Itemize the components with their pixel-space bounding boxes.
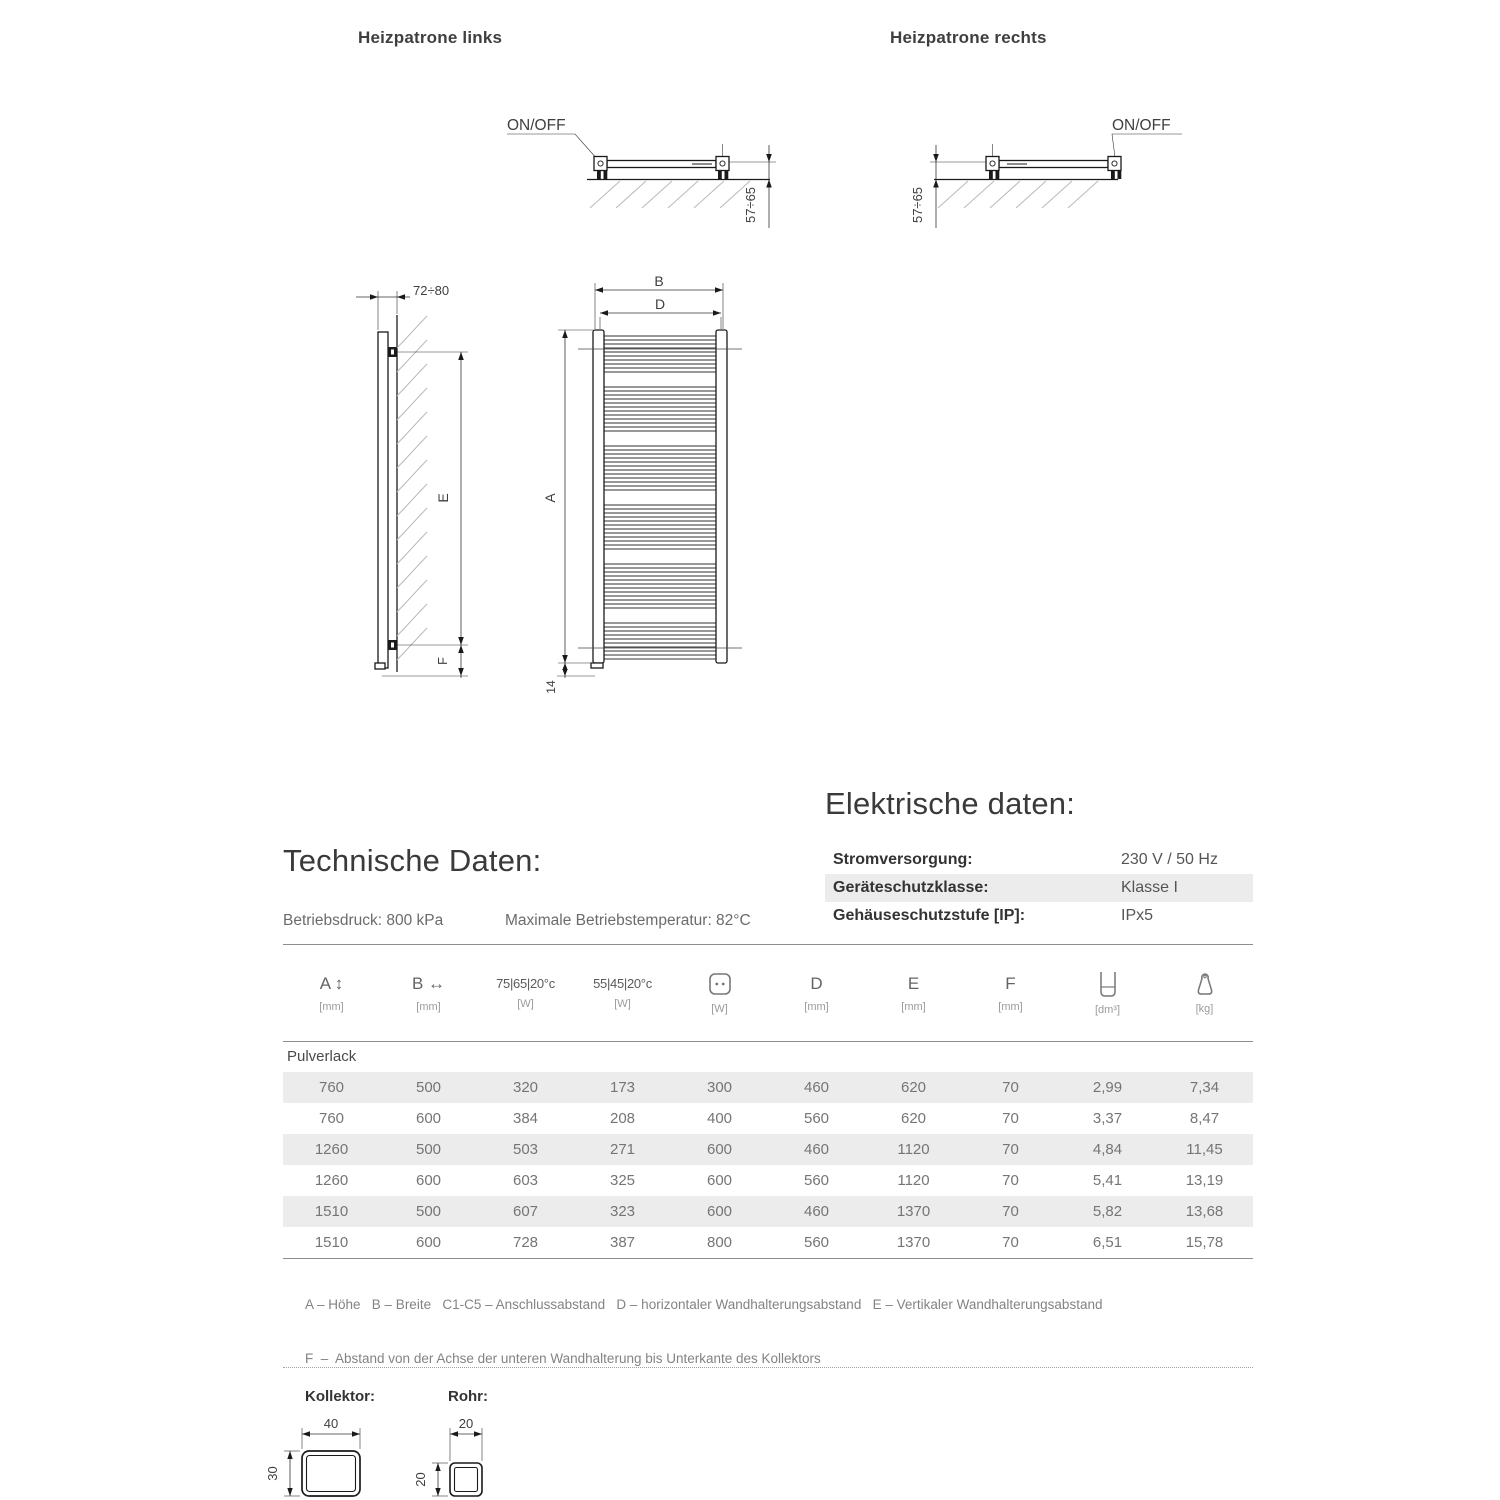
cell-w55: 271 — [609, 1141, 636, 1158]
wall-distance-dim-rechts: 57÷65 — [910, 186, 925, 224]
technical-section-title: Technische Daten: — [283, 843, 542, 878]
cell-f: 70 — [1002, 1234, 1019, 1251]
cell-weight: 11,45 — [1186, 1141, 1223, 1158]
col-header-weight: [kg] — [1156, 972, 1253, 1015]
spec-table-body — [283, 1072, 1253, 1259]
cell-welec: 600 — [706, 1203, 733, 1220]
col-header-f: F [mm] — [998, 973, 1023, 1013]
rohr-label: Rohr: — [448, 1388, 488, 1405]
wall-distance-dim-links: 57÷65 — [743, 186, 758, 224]
wall-hatching — [397, 316, 427, 660]
depth-dim-label: 72÷80 — [413, 283, 450, 298]
cell-w55: 208 — [609, 1110, 636, 1127]
dim-e-label: E — [435, 493, 451, 503]
max-temperature: Maximale Betriebstemperatur: 82°C — [505, 912, 751, 929]
cell-a: 1510 — [314, 1203, 349, 1220]
col-header-d: D [mm] — [804, 973, 829, 1013]
table-section-pulverlack: Pulverlack — [287, 1048, 357, 1065]
table-row — [283, 1072, 1253, 1103]
side-view-diagram — [270, 270, 530, 710]
onoff-label-rechts: ON/OFF — [1112, 117, 1171, 134]
col-header-width: B ↔ [mm] — [411, 973, 446, 1013]
cell-f: 70 — [1002, 1079, 1019, 1096]
table-row — [283, 1165, 1253, 1196]
electrical-data-table — [825, 846, 1253, 930]
electrical-value: 230 V / 50 Hz — [1121, 851, 1218, 868]
cell-e: 1120 — [897, 1141, 930, 1158]
weight-icon — [1194, 972, 1216, 996]
cell-e: 620 — [900, 1110, 927, 1127]
cell-w75: 728 — [512, 1234, 539, 1251]
collector-right — [716, 330, 727, 663]
cell-b: 600 — [415, 1234, 442, 1251]
table-row — [283, 1103, 1253, 1134]
cell-b: 600 — [415, 1172, 442, 1189]
rohr-width-dim: 20 — [458, 1416, 474, 1431]
table-row — [283, 1227, 1253, 1258]
cell-w75: 503 — [512, 1141, 539, 1158]
kollektor-height-dim: 30 — [265, 1466, 280, 1481]
cell-w55: 323 — [609, 1203, 636, 1220]
cell-w55: 173 — [609, 1079, 636, 1096]
cell-f: 70 — [1002, 1203, 1019, 1220]
rohr-profile-inner — [455, 1468, 478, 1492]
cell-volume: 5,41 — [1092, 1172, 1123, 1189]
table-row — [283, 1134, 1253, 1165]
dimension-legend — [305, 1267, 1255, 1405]
table-row — [283, 1196, 1253, 1227]
dim-a-label: A — [542, 493, 558, 503]
cell-f: 70 — [1002, 1110, 1019, 1127]
top-view-links-diagram — [440, 100, 800, 250]
electrical-label: Gehäuseschutzstufe [IP]: — [833, 907, 1026, 924]
spec-table-header — [283, 945, 1253, 1042]
heading-heizpatrone-links: Heizpatrone links — [358, 28, 503, 47]
cell-d: 560 — [803, 1234, 830, 1251]
radiator-rungs — [604, 336, 716, 659]
electrical-value: IPx5 — [1121, 907, 1154, 924]
onoff-leader-line — [1112, 134, 1182, 157]
dotted-separator — [283, 1367, 1253, 1368]
dim-b-label: B — [654, 273, 664, 289]
cell-f: 70 — [1002, 1141, 1019, 1158]
heading-heizpatrone-rechts: Heizpatrone rechts — [890, 28, 1047, 47]
onoff-label-links: ON/OFF — [507, 117, 566, 134]
col-header-electric-power: [W] — [671, 972, 768, 1015]
cell-a: 760 — [318, 1110, 345, 1127]
dim-f-label: F — [435, 657, 450, 665]
cell-welec: 600 — [706, 1141, 733, 1158]
col-header-power-75-65-20: 75|65|20°c [W] — [496, 976, 555, 1010]
top-view-rechts-diagram — [900, 100, 1260, 250]
wall-hatching — [938, 181, 1098, 208]
cell-volume: 5,82 — [1092, 1203, 1123, 1220]
electrical-section-title: Elektrische daten: — [825, 786, 1076, 821]
cell-w75: 320 — [512, 1079, 539, 1096]
kollektor-profile-outer — [302, 1451, 360, 1496]
cell-d: 460 — [803, 1141, 830, 1158]
cell-weight: 8,47 — [1189, 1110, 1220, 1127]
cell-w75: 607 — [512, 1203, 539, 1220]
col-header-volume: [dm³] — [1059, 971, 1156, 1016]
cell-volume: 6,51 — [1092, 1234, 1123, 1251]
electrical-row — [825, 874, 1253, 902]
operating-pressure: Betriebsdruck: 800 kPa — [283, 912, 444, 929]
electrical-label: Stromversorgung: — [833, 851, 973, 868]
cell-a: 1260 — [314, 1141, 349, 1158]
cell-volume: 4,84 — [1092, 1141, 1123, 1158]
col-header-height: A ↕ [mm] — [319, 973, 344, 1013]
col-header-power-55-45-20: 55|45|20°c [W] — [593, 976, 652, 1010]
cell-e: 1370 — [896, 1203, 931, 1220]
cell-w75: 603 — [512, 1172, 539, 1189]
cell-w75: 384 — [512, 1110, 539, 1127]
legend-line-2: F – Abstand von der Achse der unteren Wandhalterung bis Unterkante des Kollektors — [305, 1351, 821, 1366]
electrical-value: Klasse I — [1121, 879, 1178, 896]
cell-a: 760 — [318, 1079, 345, 1096]
cell-d: 560 — [803, 1172, 830, 1189]
cell-a: 1260 — [314, 1172, 349, 1189]
electrical-label: Geräteschutzklasse: — [833, 879, 989, 896]
cell-weight: 15,78 — [1185, 1234, 1224, 1251]
cell-weight: 13,68 — [1185, 1203, 1224, 1220]
power-socket-icon — [708, 972, 732, 996]
cell-d: 460 — [803, 1079, 830, 1096]
cell-e: 1120 — [897, 1172, 930, 1189]
cell-welec: 600 — [706, 1172, 733, 1189]
kollektor-width-dim: 40 — [323, 1416, 339, 1431]
spec-table — [283, 944, 1253, 1259]
collector-left — [593, 330, 604, 663]
cell-e: 620 — [900, 1079, 927, 1096]
electrical-row — [825, 902, 1253, 930]
cell-volume: 2,99 — [1092, 1079, 1123, 1096]
electrical-row — [825, 846, 1253, 874]
legend-line-1: A – Höhe B – Breite C1-C5 – Anschlussabstand D – horizontaler Wandhalterungsabstand E – Vertikaler Wandhalterungsabstand — [305, 1297, 1103, 1312]
onoff-leader-line — [507, 134, 598, 160]
cell-e: 1370 — [896, 1234, 931, 1251]
rohr-height-dim: 20 — [413, 1472, 428, 1487]
cell-a: 1510 — [314, 1234, 349, 1251]
volume-vessel-icon — [1099, 971, 1117, 997]
cell-b: 600 — [415, 1110, 442, 1127]
cell-f: 70 — [1002, 1172, 1019, 1189]
cell-welec: 400 — [706, 1110, 733, 1127]
dim-d-label: D — [654, 296, 666, 312]
kollektor-profile-inner — [307, 1456, 356, 1492]
cell-volume: 3,37 — [1092, 1110, 1123, 1127]
cell-b: 500 — [415, 1079, 442, 1096]
cell-b: 500 — [415, 1141, 442, 1158]
profiles-diagram — [260, 1405, 520, 1500]
radiator-side-profile — [378, 332, 388, 668]
cell-d: 560 — [803, 1110, 830, 1127]
dim-14-label: 14 — [544, 680, 558, 694]
wall-hatching — [590, 181, 750, 208]
cell-w55: 387 — [609, 1234, 636, 1251]
cell-welec: 800 — [706, 1234, 733, 1251]
cell-welec: 300 — [706, 1079, 733, 1096]
cell-b: 500 — [415, 1203, 442, 1220]
col-header-e: E [mm] — [901, 973, 926, 1013]
cell-w55: 325 — [609, 1172, 636, 1189]
front-view-diagram — [540, 265, 770, 710]
cell-weight: 13,19 — [1185, 1172, 1224, 1189]
cell-weight: 7,34 — [1189, 1079, 1220, 1096]
kollektor-label: Kollektor: — [305, 1388, 376, 1405]
cell-d: 460 — [803, 1203, 830, 1220]
